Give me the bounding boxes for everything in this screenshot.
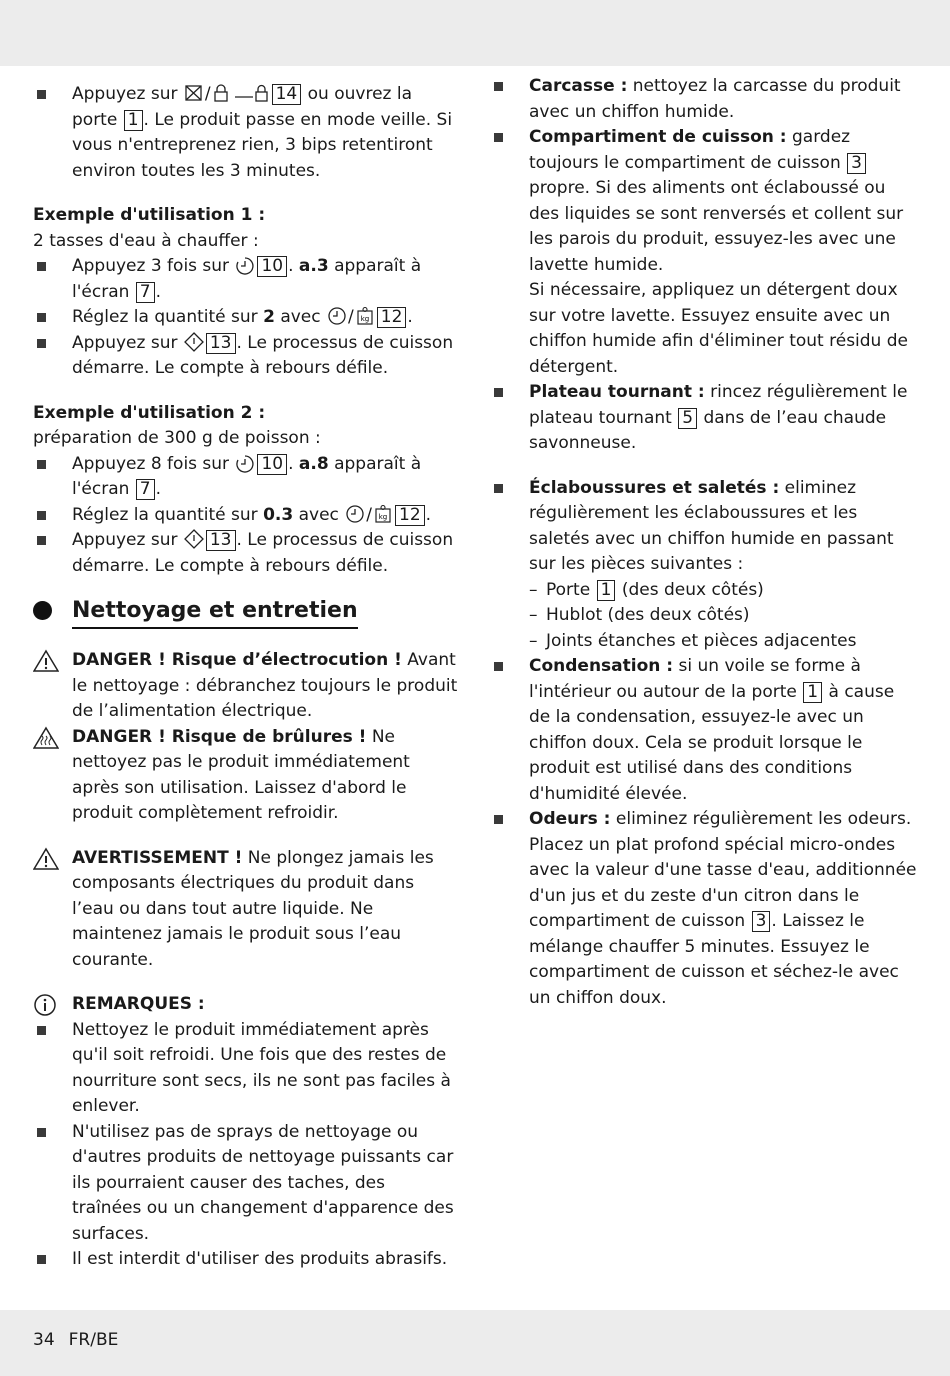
notes-heading: REMARQUES : [33,992,458,1018]
bullet-icon [494,133,503,142]
ref-box: 13 [206,333,236,354]
ref-box: 1 [597,580,616,601]
auto-menu-icon [234,255,256,275]
list-item: N'utilisez pas de sprays de nettoyage ou d'autres produits de nettoyage puissants car ils pourraient causer des taches, des traînées ou un changement d'apparence des surfaces. [33,1120,458,1248]
sub-list-item: – Joints étanches et pièces adjacentes [529,630,857,651]
timer-icon [326,306,348,326]
list-item: Appuyez 8 fois sur 10 . a.8 apparaît à l'écran 7 . [33,452,458,503]
ref-box: 10 [257,256,287,277]
sub-list-item: – Hublot (des deux côtés) [529,605,750,625]
bullet-icon [37,536,46,545]
example-1-heading: Exemple d'utilisation 1 : [33,205,266,225]
section-title: Nettoyage et entretien [72,595,358,629]
list-item-carcasse: Carcasse : nettoyez la carcasse du produit avec un chiffon humide. [490,74,920,125]
bullet-icon [494,815,503,824]
ref-box: 7 [136,479,155,500]
sub-list-item: – Porte 1 (des deux côtés) [529,579,764,600]
page-footer [33,1328,132,1354]
hot-surface-icon [33,726,59,750]
section-dot-icon [33,601,52,620]
warning-triangle-icon [33,847,59,871]
list-item-plateau: Plateau tournant : rincez régulièrement le plateau tournant 5 dans de l’eau chaude savonneuse. [490,380,920,457]
ref-box: 5 [678,408,697,429]
list-item-eclaboussures: Éclaboussures et saletés : eliminez régulièrement les éclaboussures et les saletés avec un chiffon humide en passant sur les pièces suivantes : [490,476,920,578]
example-1-intro: 2 tasses d'eau à chauffer : [33,230,259,251]
left-column [33,82,458,1273]
ref-box: 3 [847,153,866,174]
list-item: Appuyez sur 13 . Le processus de cuisson démarre. Le compte à rebours défile. [33,528,458,579]
svg-text:kg: kg [360,315,369,323]
list-item: Appuyez 3 fois sur 10 . a.3 apparaît à l'écran 7 . [33,254,458,305]
ref-box: 12 [377,307,407,328]
bullet-icon [37,313,46,322]
footer-bar [0,1310,950,1376]
bullet-icon [37,339,46,348]
auto-menu-icon [234,453,256,473]
weight-icon [372,504,394,524]
start-icon [183,529,205,549]
info-icon [33,993,59,1017]
warning-triangle-icon [33,649,59,673]
ref-box: 13 [206,530,236,551]
header-bar [0,0,950,66]
section-heading [33,595,458,629]
ref-box: 1 [803,682,822,703]
danger-electrocution: DANGER ! Risque d’électrocution ! Avant le nettoyage : débranchez toujours le produit de l’alimentation électrique. [33,648,458,725]
example-2-heading: Exemple d'utilisation 2 : [33,402,266,423]
warning-notice: AVERTISSEMENT ! Ne plongez jamais les composants électriques du produit dans l’eau ou dans tout autre liquide. Ne maintenez jamais le produit sous l’eau courante. [33,846,458,974]
list-item: Nettoyez le produit immédiatement après qu'il soit refroidi. Une fois que des restes de nourriture sont secs, ils ne sont pas faciles à enlever. [33,1018,458,1120]
bullet-icon [494,388,503,397]
page-number: 34 [33,1330,55,1350]
ref-box: 14 [272,84,302,105]
bullet-icon [37,511,46,520]
bullet-icon [37,1128,46,1137]
list-item-standby: Appuyez sur / 14 ou ouvrez la porte 1 . Le produit passe en mode veille. Si vous n'entreprenez rien, 3 bips retentiront environ toutes les 3 minutes. [33,82,458,184]
list-item: Il est interdit d'utiliser des produits abrasifs. [33,1247,458,1273]
bullet-icon [494,484,503,493]
bullet-icon [37,90,46,99]
bullet-icon [37,1255,46,1264]
stop-icon [183,83,205,103]
lock-icon [211,83,233,103]
bullet-icon [37,262,46,271]
ref-box: 1 [124,110,143,131]
list-item-condensation: Condensation : si un voile se forme à l'intérieur ou autour de la porte 1 à cause de la condensation, essuyez-le avec un chiffon doux. Cela se produit lorsque le produit est utilisé dans des conditions d'humidité élevée. [490,654,920,807]
bullet-icon [37,460,46,469]
right-column [490,74,920,1011]
bullet-icon [37,1026,46,1035]
svg-text:kg: kg [378,512,388,521]
ref-box: 3 [752,911,771,932]
list-item-odeurs: Odeurs : eliminez régulièrement les odeurs. Placez un plat profond spécial micro-ondes avec la valeur d'une tasse d'eau, additionnée d'un jus et du zeste d'un citron dans le compartiment de cuisson 3 . Laissez le mélange chauffer 5 minutes. Essuyez le compartiment de cuisson et séchez-le avec un chiffon doux. [490,807,920,1011]
weight-icon [354,306,376,326]
language-code: FR/BE [68,1330,119,1350]
timer-icon [344,504,366,524]
ref-box: 7 [136,282,155,303]
ref-box: 12 [395,505,425,526]
list-item: Réglez la quantité sur 0.3 avec / kg 12 . [33,503,458,529]
ref-box: 10 [257,454,287,475]
start-icon [183,332,205,352]
danger-burns: DANGER ! Risque de brûlures ! Ne nettoyez pas le produit immédiatement après son utilisation. Laissez d'abord le produit complètement refroidir. [33,725,458,827]
example-2-intro: préparation de 300 g de poisson : [33,428,321,448]
bullet-icon [494,82,503,91]
bullet-icon [494,662,503,671]
list-item-compartiment: Compartiment de cuisson : gardez toujours le compartiment de cuisson 3 propre. Si des aliments ont éclaboussé ou des liquides se sont renversés et collent sur les parois du produit, essuyez-les avec une lavette humide. Si nécessaire, appliquez un détergent doux sur votre lavette. Essuyez ensuite avec un chiffon humide afin d'éliminer tout résidu de détergent. [490,125,920,380]
unlock-icon [233,83,271,103]
list-item: Appuyez sur 13 . Le processus de cuisson démarre. Le compte à rebours défile. [33,331,458,382]
list-item: Réglez la quantité sur 2 avec / kg 12 . [33,305,458,331]
